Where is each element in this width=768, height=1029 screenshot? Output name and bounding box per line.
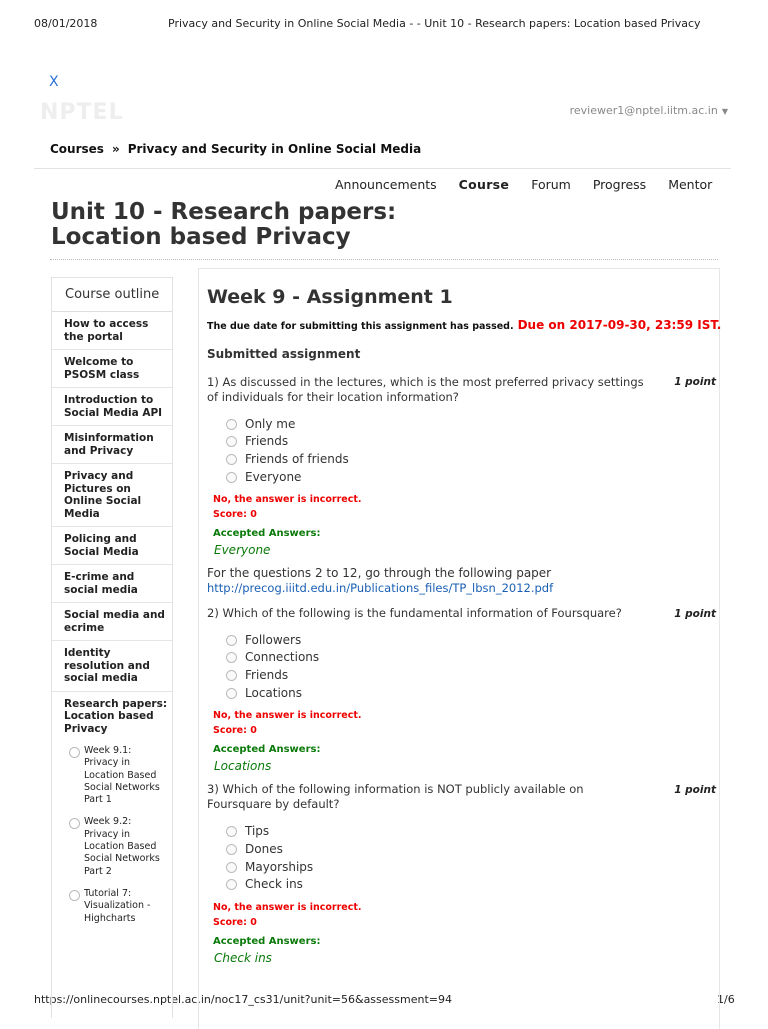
option-label: Mayorships	[245, 860, 314, 874]
answer-option[interactable]	[226, 633, 301, 647]
user-email: reviewer1@nptel.iitm.ac.in	[569, 104, 718, 117]
question-points: 1 point	[674, 608, 716, 620]
score-text: Score: 0	[213, 917, 257, 928]
close-icon[interactable]: X	[49, 74, 59, 90]
sidebar-subitem-label: Tutorial 7: Visualization - Highcharts	[84, 887, 151, 924]
accepted-answer: Locations	[214, 759, 272, 773]
sidebar-subitem[interactable]	[52, 741, 172, 812]
tab-course[interactable]: Course	[458, 177, 510, 192]
option-label: Dones	[245, 842, 283, 856]
radio-icon[interactable]	[226, 879, 237, 890]
radio-icon[interactable]	[226, 472, 237, 483]
circle-icon	[69, 747, 80, 758]
option-label: Followers	[245, 633, 302, 647]
user-menu[interactable]	[570, 104, 728, 117]
submitted-heading: Submitted assignment	[207, 347, 361, 361]
answer-option[interactable]	[226, 686, 302, 700]
option-label: Friends	[245, 668, 289, 682]
breadcrumb-separator: »	[111, 142, 120, 156]
radio-icon[interactable]	[226, 862, 237, 873]
sidebar-item-social-ecrime[interactable]: Social media and ecrime	[52, 603, 172, 641]
answer-option[interactable]	[226, 824, 269, 838]
accepted-answer: Everyone	[214, 543, 271, 557]
score-text: Score: 0	[213, 725, 257, 736]
circle-icon	[69, 818, 80, 829]
tab-forum[interactable]: Forum	[531, 177, 571, 192]
radio-icon[interactable]	[226, 454, 237, 465]
radio-icon[interactable]	[226, 419, 237, 430]
tab-progress[interactable]: Progress	[592, 177, 647, 192]
incorrect-feedback: No, the answer is incorrect.	[213, 902, 362, 913]
tab-announcements[interactable]: Announcements	[335, 177, 437, 192]
option-label: Connections	[245, 650, 320, 664]
radio-icon[interactable]	[226, 670, 237, 681]
incorrect-feedback: No, the answer is incorrect.	[213, 494, 362, 505]
answer-option[interactable]	[226, 877, 303, 891]
paper-note	[207, 566, 553, 596]
print-title: Privacy and Security in Online Social Media - - Unit 10 - Research papers: Location based Privacy	[168, 17, 701, 30]
page-title: Unit 10 - Research papers: Location based Privacy	[51, 199, 397, 250]
print-page-number: 1/6	[717, 993, 735, 1006]
sidebar-subitem-label: Week 9.2: Privacy in Location Based Social Networks Part 2	[84, 816, 160, 877]
question-text: 3) Which of the following information is NOT publicly available on Foursquare by default?	[207, 782, 584, 811]
radio-icon[interactable]	[226, 652, 237, 663]
sidebar-subitem-label: Week 9.1: Privacy in Location Based Social Networks Part 1	[84, 745, 160, 806]
sidebar-subitem[interactable]	[52, 884, 172, 931]
title-divider	[50, 259, 718, 260]
answer-option[interactable]	[226, 668, 288, 682]
accepted-answers-label: Accepted Answers:	[213, 528, 321, 539]
sidebar-item-welcome[interactable]: Welcome to PSOSM class	[52, 350, 172, 388]
course-outline-sidebar	[51, 277, 173, 1018]
breadcrumb-courses-link[interactable]: Courses	[50, 142, 104, 156]
sidebar-item-identity[interactable]: Identity resolution and social media	[52, 641, 172, 692]
sidebar-item-how-to-access[interactable]: How to access the portal	[52, 312, 172, 350]
radio-icon[interactable]	[226, 635, 237, 646]
option-label: Everyone	[245, 470, 302, 484]
answer-option[interactable]	[226, 650, 319, 664]
sidebar-item-privacy-pictures[interactable]: Privacy and Pictures on Online Social Media	[52, 464, 172, 527]
sidebar-item-research-papers[interactable]: Research papers: Location based Privacy	[64, 697, 168, 735]
note-text: For the questions 2 to 12, go through the following paper	[207, 566, 552, 580]
sidebar-item-policing[interactable]: Policing and Social Media	[52, 527, 172, 565]
answer-option[interactable]	[226, 434, 288, 448]
sidebar-title: Course outline	[52, 278, 172, 312]
question-points: 1 point	[674, 784, 716, 796]
radio-icon[interactable]	[226, 826, 237, 837]
radio-icon[interactable]	[226, 436, 237, 447]
assignment-title: Week 9 - Assignment 1	[207, 286, 453, 308]
question-points: 1 point	[674, 376, 716, 388]
breadcrumb-course-link[interactable]: Privacy and Security in Online Social Media	[127, 142, 422, 156]
answer-option[interactable]	[226, 470, 301, 484]
sidebar-item-ecrime[interactable]: E-crime and social media	[52, 565, 172, 603]
nptel-logo[interactable]: NPTEL	[40, 100, 124, 125]
accepted-answers-label: Accepted Answers:	[213, 744, 321, 755]
header-divider	[34, 168, 731, 169]
option-label: Friends	[245, 434, 289, 448]
answer-option[interactable]	[226, 417, 295, 431]
print-date: 08/01/2018	[34, 17, 98, 30]
due-passed-text: The due date for submitting this assignment has passed.	[207, 321, 514, 332]
accepted-answers-label: Accepted Answers:	[213, 936, 321, 947]
question-text: 1) As discussed in the lectures, which is the most preferred privacy settings of individuals for their location information?	[207, 375, 644, 404]
radio-icon[interactable]	[226, 844, 237, 855]
option-label: Check ins	[245, 877, 303, 891]
due-date: Due on 2017-09-30, 23:59 IST.	[517, 318, 722, 332]
course-tabs	[324, 177, 723, 192]
breadcrumb	[50, 142, 421, 156]
incorrect-feedback: No, the answer is incorrect.	[213, 710, 362, 721]
option-label: Locations	[245, 686, 303, 700]
circle-icon	[69, 890, 80, 901]
answer-option[interactable]	[226, 452, 349, 466]
score-text: Score: 0	[213, 509, 257, 520]
due-notice	[207, 318, 721, 332]
option-label: Only me	[245, 417, 296, 431]
option-label: Tips	[245, 824, 270, 838]
accepted-answer: Check ins	[214, 951, 272, 965]
option-label: Friends of friends	[245, 452, 349, 466]
radio-icon[interactable]	[226, 688, 237, 699]
answer-option[interactable]	[226, 842, 283, 856]
answer-option[interactable]	[226, 860, 313, 874]
sidebar-item-intro-api[interactable]: Introduction to Social Media API	[52, 388, 172, 426]
paper-link[interactable]: http://precog.iiitd.edu.in/Publications_files/TP_lbsn_2012.pdf	[207, 581, 554, 595]
sidebar-item-misinformation[interactable]: Misinformation and Privacy	[52, 426, 172, 464]
print-url: https://onlinecourses.nptel.ac.in/noc17_cs31/unit?unit=56&assessment=94	[34, 993, 452, 1006]
caret-down-icon: ▼	[721, 107, 728, 116]
question-text: 2) Which of the following is the fundamental information of Foursquare?	[207, 606, 622, 620]
tab-mentor[interactable]: Mentor	[668, 177, 713, 192]
sidebar-subitem[interactable]	[52, 812, 172, 883]
